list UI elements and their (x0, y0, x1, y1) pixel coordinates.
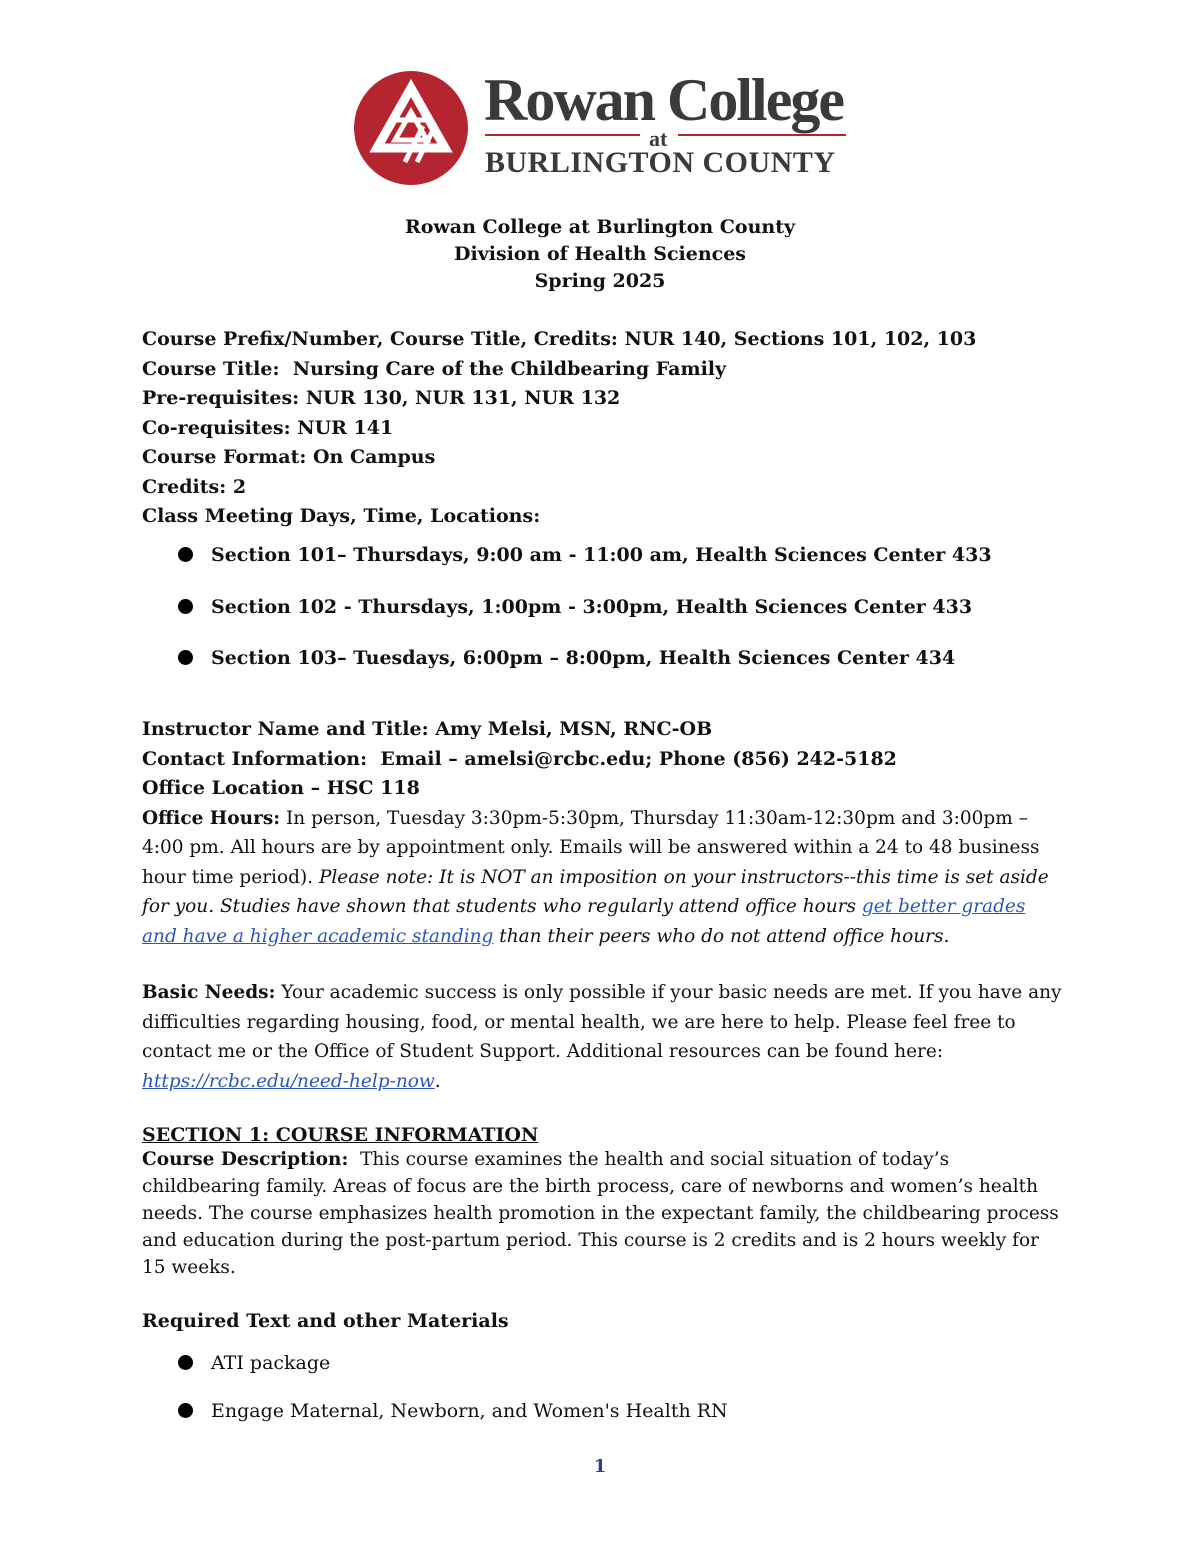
prerequisites-line: Pre-requisites: NUR 130, NUR 131, NUR 132 (142, 387, 621, 409)
basic-needs-paragraph: Basic Needs: Your academic success is only possible if your basic needs are met. If you have any difficulties regarding housing, food, or mental health, we are here to help. Please feel free to contact me or the Office of Student Support. Additional resources can be found here: https://rcbc.edu/need-help-now. (142, 982, 1062, 1092)
division-name: Division of Health Sciences (454, 243, 746, 265)
course-title-line: Course Title: Nursing Care of the Childbearing Family (142, 357, 727, 380)
list-item: ATI package (178, 1352, 330, 1374)
college-seal-icon (353, 70, 469, 186)
course-info (142, 325, 1062, 532)
logo-name-at: at (649, 126, 668, 151)
bullet-icon (178, 1403, 193, 1418)
office-hours-paragraph: Office Hours: In person, Tuesday 3:30pm-5:30pm, Thursday 11:30am-12:30pm and 3:00pm – 4:00 pm. All hours are by appointment only. Emails will be answered within a 24 to 48 business hour time period). Please note: It is NOT an imposition on your instructors--this time is set aside for you. Studies have shown that students who regularly attend office hours get better grades and have a higher academic standing than their peers who do not attend office hours. (142, 807, 1049, 947)
office-location-line: Office Location – HSC 118 (142, 777, 420, 799)
section-1 (142, 1124, 1062, 1281)
materials-heading: Required Text and other Materials (142, 1310, 509, 1332)
instructor-name-line: Instructor Name and Title: Amy Melsi, MSN, RNC-OB (142, 718, 713, 740)
logo-rule-right (678, 134, 846, 136)
logo-name-line1: Rowan College (484, 67, 843, 133)
institution-name: Rowan College at Burlington County (404, 216, 796, 238)
bullet-icon (178, 650, 193, 665)
meeting-label: Class Meeting Days, Time, Locations: (142, 505, 541, 527)
need-help-link[interactable]: https://rcbc.edu/need-help-now (142, 1070, 435, 1092)
term: Spring 2025 (534, 270, 666, 292)
list-item: Section 103– Tuesdays, 6:00pm – 8:00pm, Health Sciences Center 434 (178, 647, 955, 669)
bullet-icon (178, 547, 193, 562)
contact-line: Contact Information: Email – amelsi@rcbc.edu; Phone (856) 242-5182 (142, 747, 897, 770)
document-header (0, 214, 1200, 295)
list-item: Section 102 - Thursdays, 1:00pm - 3:00pm, Health Sciences Center 433 (178, 596, 972, 618)
office-hours-link[interactable]: get better grades and have a higher academic standing (142, 896, 1026, 947)
list-item: Section 101– Thursdays, 9:00 am - 11:00 am, Health Sciences Center 433 (178, 544, 992, 566)
page-number: 1 (593, 1456, 607, 1477)
corequisites-line: Co-requisites: NUR 141 (142, 416, 394, 439)
bullet-icon (178, 599, 193, 614)
list-item: Engage Maternal, Newborn, and Women's Health RN (178, 1400, 728, 1422)
materials-heading-wrap (142, 1310, 1062, 1332)
credits-line: Credits: 2 (142, 475, 247, 498)
course-description: Course Description: This course examines the health and social situation of today’s childbearing family. Areas of focus are the birth process, care of newborns and women’s health needs. The course emphasizes health promotion in the expectant family, the childbearing process and education during the post-partum period. This course is 2 credits and is 2 hours weekly for 15 weeks. (142, 1149, 1059, 1278)
logo-name-line2: BURLINGTON COUNTY (485, 146, 836, 179)
bullet-icon (178, 1355, 193, 1370)
course-prefix-line: Course Prefix/Number, Course Title, Credits: NUR 140, Sections 101, 102, 103 (142, 328, 977, 350)
course-format-line: Course Format: On Campus (142, 446, 436, 468)
college-logo (353, 67, 853, 188)
logo-rule-left (485, 134, 640, 136)
instructor-info (142, 715, 1062, 951)
section-title: SECTION 1: COURSE INFORMATION (142, 1124, 539, 1146)
